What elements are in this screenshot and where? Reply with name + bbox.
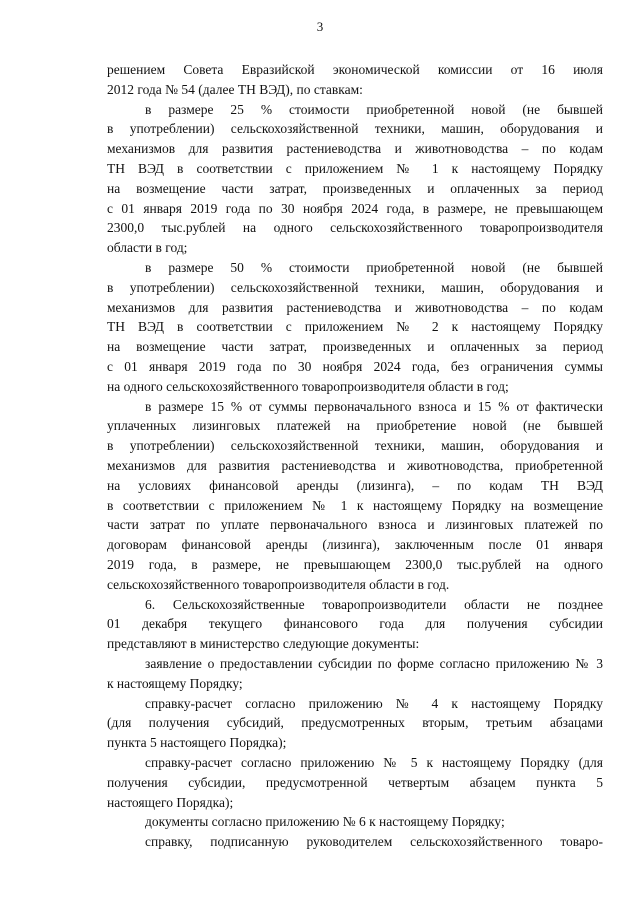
text-line: настоящего Порядка);: [107, 794, 234, 810]
text-line: в размере 15 % от суммы первоначального взноса и 15 % от фактически: [145, 398, 603, 414]
text-line: механизмов для развития растениеводства и животноводства, приобретенной: [107, 458, 603, 473]
text-line: в размере 25 % стоимости приобретенной новой (не бывшей: [145, 101, 603, 117]
text-line: на одного сельскохозяйственного товаропроизводителя области в год;: [107, 378, 509, 394]
text-line: документы согласно приложению № 6 к настоящему Порядку;: [145, 814, 505, 830]
text-line: в соответствии с приложением № 1 к настоящему Порядку на возмещение: [107, 497, 603, 513]
text-line: на возмещение части затрат, произведенных и оплаченных за период: [107, 180, 603, 196]
text-line: 6. Сельскохозяйственные товаропроизводители области не позднее: [145, 596, 603, 612]
page-number: 3: [316, 19, 324, 34]
text-line: в размере 50 % стоимости приобретенной новой (не бывшей: [145, 260, 603, 275]
text-line: справку-расчет согласно приложению № 4 к настоящему Порядку: [145, 695, 603, 711]
text-line: механизмов для развития растениеводства и животноводства – по кодам: [107, 141, 603, 157]
text-line: сельскохозяйственного товаропроизводителя области в год.: [107, 576, 450, 592]
text-line: заявление о предоставлении субсидии по форме согласно приложению № 3: [145, 656, 603, 671]
text-line: договорам финансовой аренды (лизинга), заключенным после 01 января: [107, 537, 603, 553]
text-line: с 01 января 2019 года по 30 ноября 2024 года, в размере, не превышающем: [107, 200, 603, 216]
text-line: решением Совета Евразийской экономической комиссии от 16 июля: [107, 62, 603, 77]
text-line: 01 декабря текущего финансового года для получения субсидии: [107, 616, 603, 632]
text-line: ТН ВЭД в соответствии с приложением № 2 к настоящему Порядку: [107, 319, 603, 335]
text-line: справку, подписанную руководителем сельскохозяйственного товаро-: [145, 834, 603, 850]
text-line: 2012 года № 54 (далее ТН ВЭД), по ставкам:: [107, 81, 363, 97]
text-line: с 01 января 2019 года по 30 ноября 2024 года, без ограничения суммы: [107, 359, 603, 374]
text-line: ТН ВЭД в соответствии с приложением № 1 к настоящему Порядку: [107, 161, 603, 176]
text-line: в употреблении) сельскохозяйственной техники, машин, оборудования и: [107, 121, 603, 137]
text-line: на возмещение части затрат, произведенных и оплаченных за период: [107, 339, 603, 355]
text-line: получения субсидии, предусмотренной четвертым абзацем пункта 5: [107, 774, 603, 790]
text-line: части затрат по уплате первоначального взноса и лизинговых платежей по: [107, 517, 603, 533]
text-line: на условиях финансовой аренды (лизинга), – по кодам ТН ВЭД: [107, 477, 603, 493]
text-line: справку-расчет согласно приложению № 5 к настоящему Порядку (для: [145, 755, 603, 770]
text-line: механизмов для развития растениеводства и животноводства – по кодам: [107, 299, 603, 315]
text-line: (для получения субсидий, предусмотренных вторым, третьим абзацами: [107, 715, 603, 731]
text-line: 2019 года, в размере, не превышающем 2300,0 тыс.рублей на одного: [107, 557, 603, 572]
text-line: 2300,0 тыс.рублей на одного сельскохозяйственного товаропроизводителя: [107, 220, 603, 236]
text-line: представляют в министерство следующие документы:: [107, 636, 420, 652]
text-line: к настоящему Порядку;: [107, 675, 243, 691]
text-line: области в год;: [107, 240, 188, 256]
text-line: пункта 5 настоящего Порядка);: [107, 735, 287, 751]
text-line: уплаченных лизинговых платежей на приобретение новой (не бывшей: [107, 418, 603, 434]
text-line: в употреблении) сельскохозяйственной техники, машин, оборудования и: [107, 438, 603, 454]
text-line: в употреблении) сельскохозяйственной техники, машин, оборудования и: [107, 279, 603, 295]
